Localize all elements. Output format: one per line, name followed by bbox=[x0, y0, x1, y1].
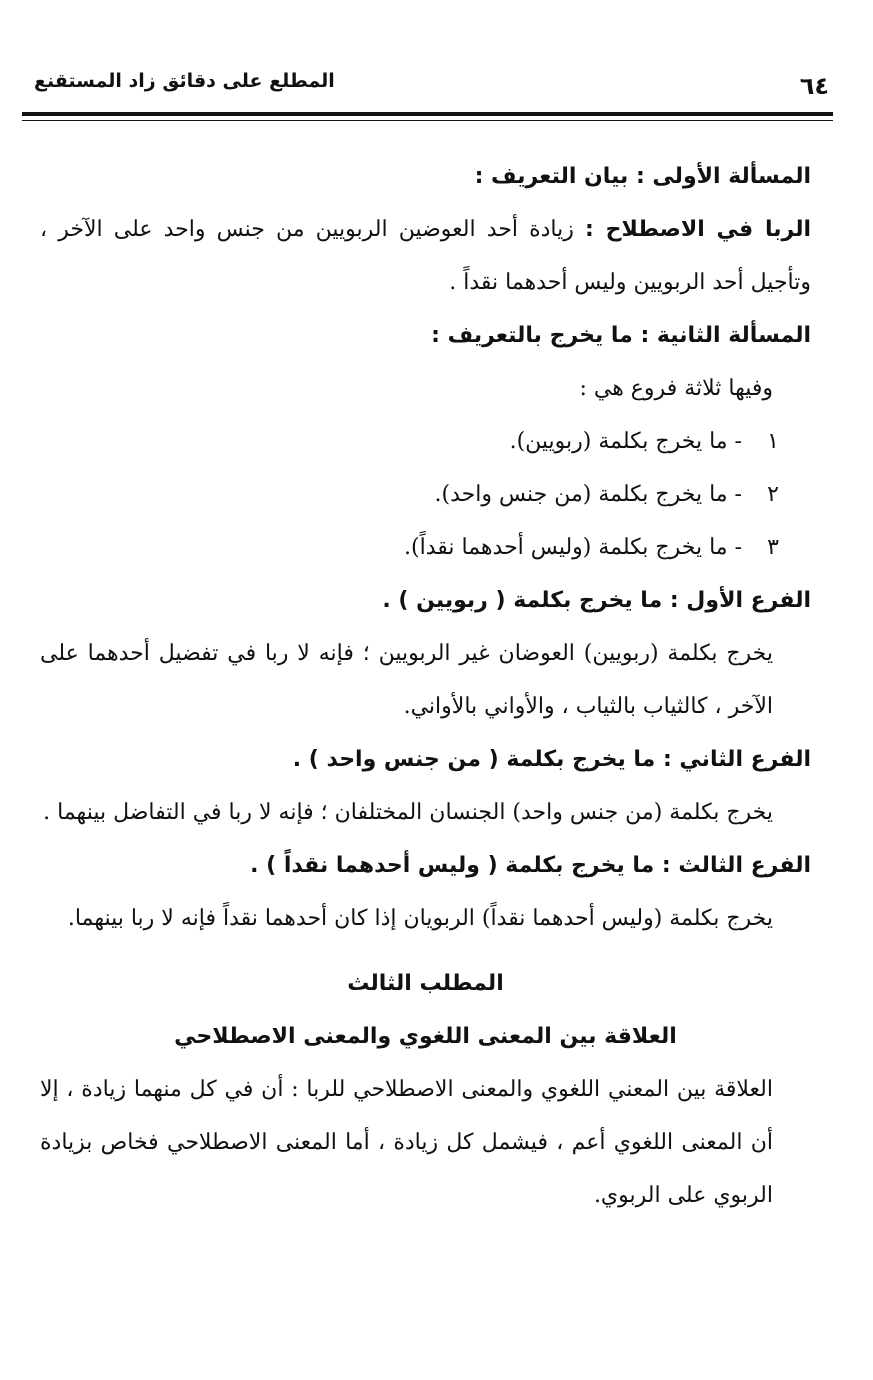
list-number: ٣ bbox=[767, 535, 779, 560]
heading-q1: المسألة الأولى : بيان التعريف : bbox=[474, 164, 811, 189]
list-item-2 bbox=[40, 468, 811, 521]
page-number: ٦٤ bbox=[799, 72, 829, 100]
list-text: - ما يخرج بكلمة (وليس أحدهما نقداً). bbox=[404, 535, 742, 560]
term-riba-istilah: الربا في الاصطلاح : bbox=[585, 217, 811, 242]
list-text: - ما يخرج بكلمة (ربويين). bbox=[509, 429, 742, 454]
paragraph-branch-2: يخرج بكلمة (من جنس واحد) الجنسان المختلفان ؛ فإنه لا ربا في التفاضل بينهما . bbox=[43, 800, 773, 825]
paragraph-relation: العلاقة بين المعني اللغوي والمعنى الاصطلاحي للربا : أن في كل منهما زيادة ، إلا أن المعنى اللغوي أعم ، فيشمل كل زيادة ، أما المعنى الاصطلاحي فخاص بزيادة الربوي على الربوي. bbox=[40, 1077, 773, 1208]
paragraph-branch-1: يخرج بكلمة (ربويين) العوضان غير الربويين ؛ فإنه لا ربا في تفضيل أحدهما على الآخر ، كالثياب بالثياب ، والأواني بالأواني. bbox=[40, 641, 773, 719]
q2-intro: وفيها ثلاثة فروع هي : bbox=[579, 376, 773, 401]
paragraph-branch-3: يخرج بكلمة (وليس أحدهما نقداً) الربويان إذا كان أحدهما نقداً فإنه لا ربا بينهما. bbox=[67, 906, 773, 931]
paragraph-q1 bbox=[40, 203, 811, 309]
header-rule-thick bbox=[22, 112, 833, 116]
list-item-1 bbox=[40, 415, 811, 468]
section-title: المطلب الثالث bbox=[347, 971, 504, 996]
page-header bbox=[28, 58, 833, 118]
header-rule-thin bbox=[22, 120, 833, 121]
section-subtitle: العلاقة بين المعنى اللغوي والمعنى الاصطلاحي bbox=[174, 1024, 677, 1049]
heading-branch-3: الفرع الثالث : ما يخرج بكلمة ( وليس أحدهما نقداً ) . bbox=[250, 853, 811, 878]
heading-branch-1: الفرع الأول : ما يخرج بكلمة ( ربويين ) . bbox=[382, 588, 811, 613]
list-item-3 bbox=[40, 521, 811, 574]
list-number: ١ bbox=[767, 429, 779, 454]
definition-text: زيادة أحد العوضين الربويين من جنس واحد على الآخر ، وتأجيل أحد الربويين وليس أحدهما نقداً . bbox=[40, 217, 811, 295]
running-title: المطلع على دقائق زاد المستقنع bbox=[34, 70, 335, 92]
list-text: - ما يخرج بكلمة (من جنس واحد). bbox=[434, 482, 742, 507]
heading-branch-2: الفرع الثاني : ما يخرج بكلمة ( من جنس واحد ) . bbox=[292, 747, 811, 772]
heading-q2: المسألة الثانية : ما يخرج بالتعريف : bbox=[431, 323, 811, 348]
list-number: ٢ bbox=[767, 482, 779, 507]
page-body bbox=[40, 150, 811, 1222]
